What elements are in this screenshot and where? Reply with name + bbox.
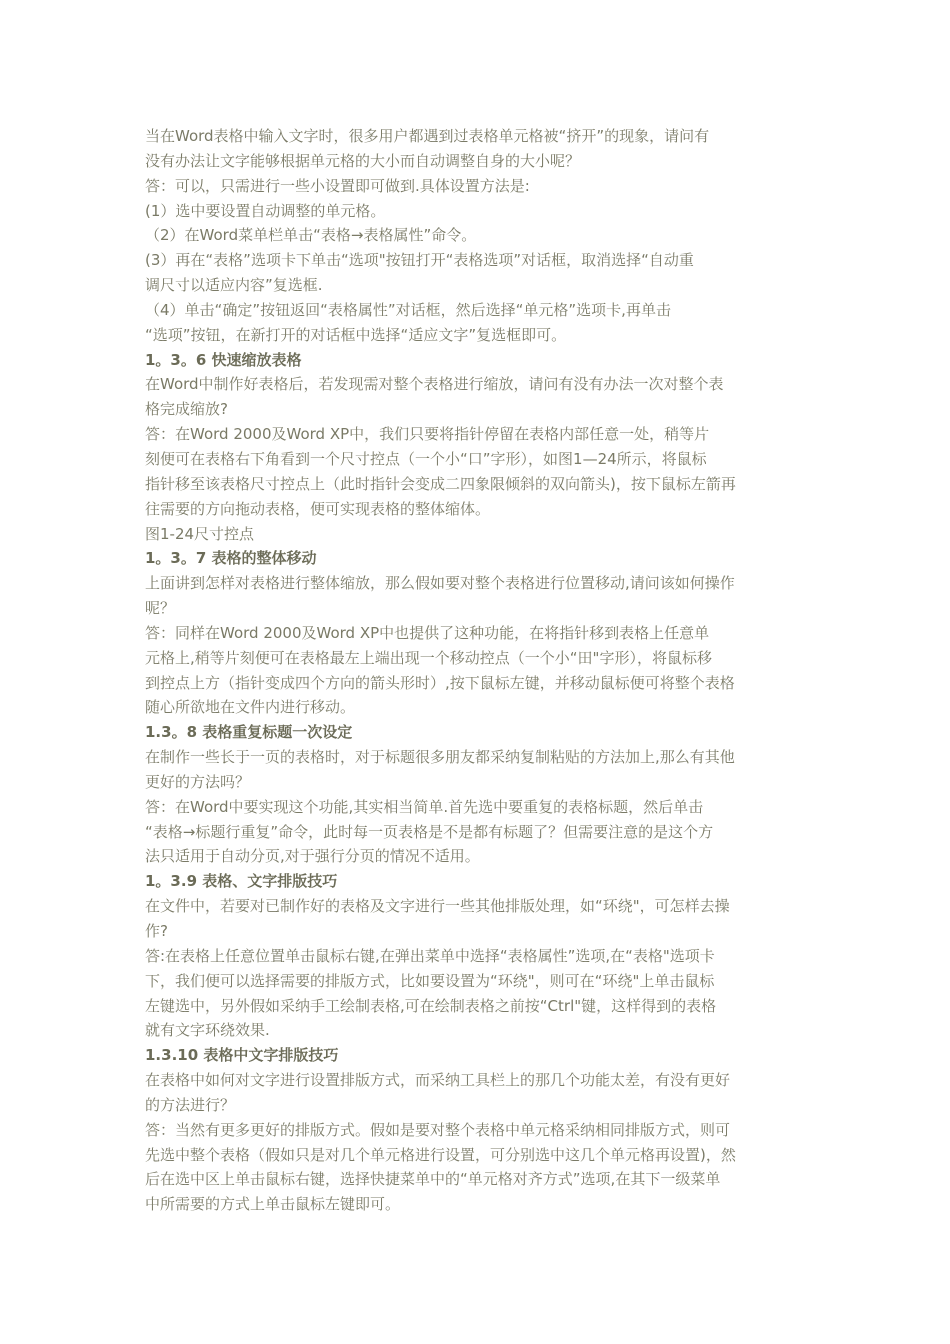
text-line: 在表格中如何对文字进行设置排版方式，而采纳工具栏上的那几个功能太差，有没有更好 (145, 1071, 731, 1090)
text-line: 答：可以，只需进行一些小设置即可做到.具体设置方法是: (145, 176, 530, 195)
text-line: 到控点上方（指针变成四个方向的箭头形时）,按下鼠标左键，并移动鼠标便可将整个表格 (145, 673, 735, 692)
section-heading: 1。3。6 快速缩放表格 (145, 350, 302, 369)
text-line: 格完成缩放? (145, 400, 228, 419)
text-line: 的方法进行？ (145, 1095, 236, 1114)
text-line: 就有文字环绕效果. (145, 1021, 270, 1040)
text-line: 在文件中，若要对已制作好的表格及文字进行一些其他排版处理，如“环绕"，可怎样去操 (145, 897, 730, 916)
text-line: 随心所欲地在文件内进行移动。 (145, 698, 356, 717)
text-line: 作? (145, 922, 168, 940)
text-line: 更好的方法吗？ (145, 772, 251, 791)
text-line: “表格→标题行重复”命令，此时每一页表格是不是都有标题了？但需要注意的是这个方 (145, 822, 714, 841)
section-heading: 1.3。8 表格重复标题一次设定 (145, 723, 353, 742)
text-line: 往需要的方向拖动表格，便可实现表格的整体缩体。 (145, 499, 491, 518)
text-line: “选项”按钮，在新打开的对话框中选择“适应文字”复选框即可。 (145, 325, 567, 344)
text-line: 后在选中区上单击鼠标右键，选择快捷菜单中的“单元格对齐方式”选项,在其下一级菜单 (145, 1170, 721, 1189)
text-line: 中所需要的方式上单击鼠标左键即可。 (145, 1195, 401, 1214)
text-line: （2）在Word菜单栏单击“表格→表格属性”命令。 (145, 226, 477, 245)
text-line: 上面讲到怎样对表格进行整体缩放，那么假如要对整个表格进行位置移动,请问该如何操作 (145, 574, 735, 593)
text-line: 答：在Word 2000及Word XP中，我们只要将指针停留在表格内部任意一处，稍等片 (145, 425, 710, 444)
text-line: 呢？ (145, 599, 176, 618)
text-line: 指针移至该表格尺寸控点上（此时指针会变成二四象限倾斜的双向箭头)，按下鼠标左箭再 (145, 474, 736, 493)
section-heading: 1。3。7 表格的整体移动 (145, 549, 317, 568)
text-line: 在制作一些长于一页的表格时，对于标题很多朋友都采纳复制粘贴的方法加上,那么有其他 (145, 748, 735, 767)
section-heading: 1.3.10 表格中文字排版技巧 (145, 1046, 339, 1065)
text-line: 先选中整个表格（假如只是对几个单元格进行设置，可分别选中这几个单元格再设置)，然 (145, 1145, 736, 1164)
text-line: 答：当然有更多更好的排版方式。假如是要对整个表格中单元格采纳相同排版方式，则可 (145, 1120, 731, 1139)
text-line: 刻便可在表格右下角看到一个尺寸控点（一个小“口”字形），如图1—24所示，将鼠标 (145, 449, 707, 468)
text-line: 答：同样在Word 2000及Word XP中也提供了这种功能，在将指针移到表格上任意单 (145, 623, 710, 642)
text-line: (1）选中要设置自动调整的单元格。 (145, 201, 386, 220)
text-line: (3）再在“表格”选项卡下单击“选项"按钮打开“表格选项”对话框，取消选择“自动重 (145, 251, 694, 270)
text-line: 法只适用于自动分页,对于强行分页的情况不适用。 (145, 847, 480, 866)
text-line: 没有办法让文字能够根据单元格的大小而自动调整自身的大小呢？ (145, 151, 581, 170)
figure-caption: 图1-24尺寸控点 (145, 524, 255, 543)
text-line: 调尺寸以适应内容”复选框. (145, 276, 323, 295)
text-line: 元格上,稍等片刻便可在表格最左上端出现一个移动控点（一个小“田"字形），将鼠标移 (145, 648, 712, 667)
text-line: 在Word中制作好表格后，若发现需对整个表格进行缩放，请问有没有办法一次对整个表 (145, 375, 724, 394)
text-line: 当在Word表格中输入文字时，很多用户都遇到过表格单元格被“挤开”的现象，请问有 (145, 127, 710, 145)
text-line: 答：在Word中要实现这个功能,其实相当简单.首先选中要重复的表格标题，然后单击 (145, 797, 704, 816)
document-body (145, 124, 810, 1217)
text-line: 左键选中，另外假如采纳手工绘制表格,可在绘制表格之前按“Ctrl"键，这样得到的表格 (145, 996, 717, 1015)
text-line: （4）单击“确定”按钮返回“表格属性”对话框，然后选择“单元格”选项卡,再单击 (145, 300, 671, 319)
text-line: 下，我们便可以选择需要的排版方式，比如要设置为“环绕"，则可在“环绕"上单击鼠标 (145, 971, 715, 990)
section-heading: 1。3.9 表格、文字排版技巧 (145, 872, 338, 891)
text-line: 答:在表格上任意位置单击鼠标右键,在弹出菜单中选择“表格属性”选项,在“表格"选项卡 (145, 946, 715, 965)
